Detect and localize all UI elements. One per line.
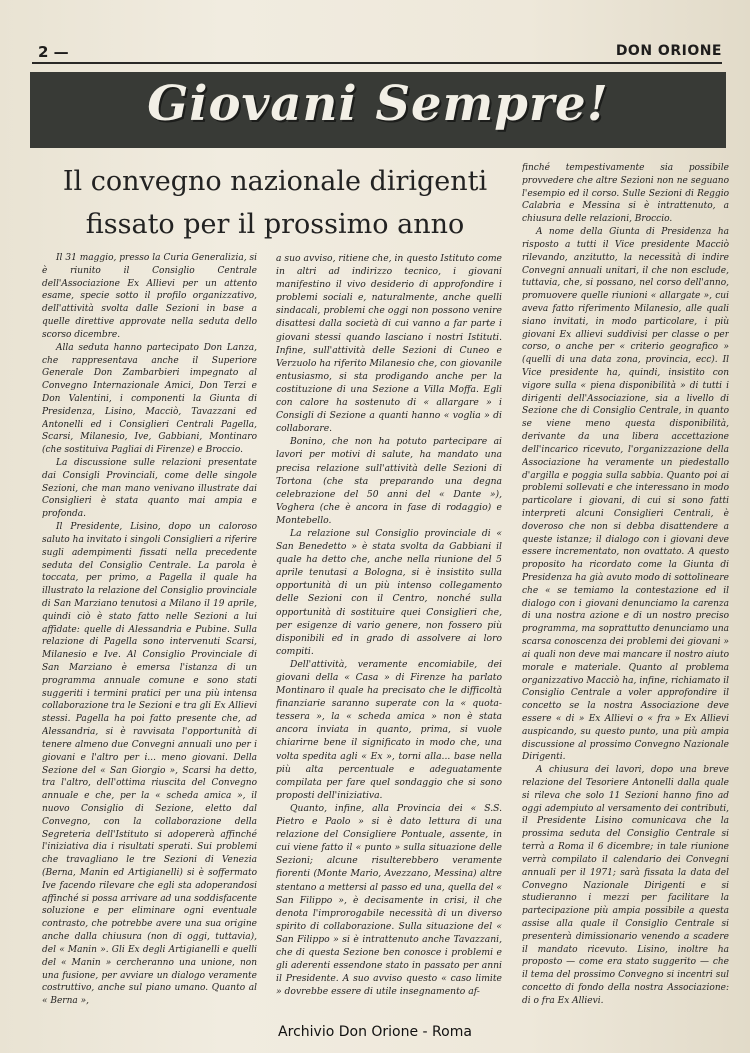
- paragraph: Alla seduta hanno partecipato Don Lanza, che rappresentava anche il Superiore Generale Don Zambarbieri impegnato al Convegno Internazionale Amici, Don Terzi e Don Valentini, i componenti la Giunta di Presidenza, Lisino, Macciò, Tavazzani ed Antonelli ed i Consiglieri Centrali Pagella, Scarsi, Milanesio, Ive, Gabbiani, Montinaro (che sostituiva Pagliai di Firenze) e Broccio.: [42, 342, 257, 456]
- paragraph: La discussione sulle relazioni presentate dai Consigli Provinciali, come delle singole Sezioni, che man mano venivano illustrate dai Consiglieri è stata quanto mai ampia e profonda.: [42, 458, 257, 520]
- banner-title: Giovani Sempre!: [147, 76, 609, 132]
- article-column-2: [276, 252, 502, 1010]
- paragraph: Quanto, infine, alla Provincia dei « S.S. Pietro e Paolo » si è dato lettura di una relazione del Consigliere Pontuale, assente, in cui viene fatto il « punto » sulla situazione delle Sezioni; alcune risulterebbero veramente fiorenti (Monte Mario, Avezzano, Messina) altre stentano a mettersi al passo ed una, quella del « San Filippo », è decisamente in crisi, il che denota l'improrogabile necessità di un diverso spirito di collaborazione. Sulla situazione del « San Filippo » si è intrattenuto anche Tavazzani, che di questa Sezione ben conosce i problemi e gli aderenti essendone stato in passato per anni il Presidente. A suo avviso questo « caso limite » dovrebbe essere di utile insegnamento af-: [276, 802, 502, 998]
- paragraph: Dell'attività, veramente encomiabile, dei giovani della « Casa » di Firenze ha parlato Montinaro il quale ha precisato che le difficoltà finanziarie saranno superate con la « quota-tessera », la « scheda amica » non è stata ancora inviata in quanto, prima, si vuole chiarirne bene il significato in modo che, una volta spedita agli « Ex », torni alla... base nella più alta percentuale e adeguatamente compilata per fare quel sondaggio che si sono proposti dell'iniziativa.: [276, 658, 502, 801]
- paragraph: A nome della Giunta di Presidenza ha risposto a tutti il Vice presidente Macciò rilevando, anzitutto, la necessità di indire Convegni annuali unitari, il che non esclude, tuttavia, che, si possano, nel corso dell'anno, promuovere quelle riunioni « allargate », cui aveva fatto riferimento Milanesio, alle quali siano invitati, in modo particolare, i più giovani Ex allievi suddivisi per classe o per corso, o anche per « criterio geografico » (quelli di una data zona, provincia, ecc). Il Vice presidente ha, quindi, insistito con vigore sulla « piena disponibilità » di tutti i dirigenti dell'Associazione, sia a livello di Sezione che di Consiglio Centrale, in quanto se viene meno questa disponibilità, derivante da una libera accettazione dell'incarico ricevuto, l'organizzazione della Associazione ha veramente un piedestallo d'argilla e poggia sulla sabbia. Quanto poi ai problemi sollevati e che interessano in modo particolare i giovani, di cui si sono fatti interpreti alcuni Consiglieri Centrali, è doveroso che non si debba disattendere a queste istanze; il dialogo con i giovani deve essere incrementato, non ovattato. A questo proposito ha ricordato come la Giunta di Presidenza ha già avuto modo di sottolineare che « se temiamo la contestazione ed il dialogo con i giovani denunciamo la carenza di una nostra azione e di un nostro preciso programma, ma soprattutto denunciamo una scarsa conoscenza dei problemi dei giovani » ai quali non deve mai mancare il nostro aiuto morale e materiale. Quanto al problema organizzativo Macciò ha, infine, richiamato il Consiglio Centrale a voler approfondire il concetto se la nostra Associazione deve essere « di » Ex Allievi o « fra » Ex Allievi auspicando, su questo punto, una più ampia discussione al prossimo Convegno Nazionale Dirigenti.: [522, 227, 729, 763]
- paragraph: La relazione sul Consiglio provinciale di « San Benedetto » è stata svolta da Gabbiani il quale ha detto che, anche nella riunione del 5 aprile tenutasi a Bologna, si è insistito sulla opportunità di un più intenso collegamento delle Sezioni con il Centro, nonché sulla opportunità di sostituire quei Consiglieri che, per esigenze di vario genere, non fossero più disponibili ed in grado di assolvere ai loro compiti.: [276, 527, 502, 657]
- paragraph: Il 31 maggio, presso la Curia Generalizia, si è riunito il Consiglio Centrale dell'Associazione Ex Allievi per un attento esame, specie sotto il profilo organizzativo, dell'attività svolta dalle Sezioni in base a quelle direttive approvate nella seduta dello scorso dicembre.: [42, 253, 257, 340]
- page-number: 2 —: [38, 43, 69, 61]
- paragraph: Il Presidente, Lisino, dopo un caloroso saluto ha invitato i singoli Consiglieri a riferire sugli adempimenti fissati nella precedente seduta del Consiglio Centrale. La parola è toccata, per primo, a Pagella il quale ha illustrato la relazione del Consiglio provinciale di San Marziano tenutosi a Milano il 19 aprile, quindi ciò è stato fatto nelle Sezioni a lui affidate: quelle di Alessandria e Pubine. Sulla relazione di Pagella sono intervenuti Scarsi, Milanesio e Ive. Al Consiglio Provinciale di San Marziano è emersa l'istanza di un programma annuale comune e sono stati suggeriti i termini pratici per una più intensa collaborazione tra le Sezioni e tra gli Ex Allievi stessi. Pagella ha poi fatto presente che, ad Alessandria, si è ravvisata l'opportunità di tenere almeno due Convegni annuali uno per i giovani e l'altro per i... meno giovani. Della Sezione del « San Giorgio », Scarsi ha detto, tra l'altro, dell'ottima riuscita del Convegno annuale e che, per la « scheda amica », il nuovo Consiglio di Sezione, eletto dal Convegno, con la collaborazione della Segreteria dell'Istituto si adopererà affinché l'iniziativa dia i risultati sperati. Sui problemi che travagliano le tre Sezioni di Venezia (Berna, Manin ed Artigianelli) si è soffermato Ive facendo rilevare che egli sta adoperandosi affinché si possa arrivare ad una soddisfacente soluzione e per eliminare ogni eventuale contrasto, che potrebbe avere una sua origine anche dalla chiusura (non di oggi, tuttavia), del « Manin ». Gli Ex degli Artigianelli e quelli del « Manin » cercheranno una unione, non una fusione, per avviare un dialogo veramente costruttivo, anche sul piano umano. Quanto al « Berna »,: [42, 522, 257, 1007]
- paragraph: finché tempestivamente sia possibile provvedere che altre Sezioni non ne seguano l'esempio ed il corso. Sulle Sezioni di Reggio Calabria e Messina si è intrattenuto, a chiusura delle relazioni, Broccio.: [522, 163, 729, 225]
- paragraph: Bonino, che non ha potuto partecipare ai lavori per motivi di salute, ha mandato una precisa relazione sull'attività delle Sezioni di Tortona (che sta preparando una degna celebrazione del 50 anni del « Dante »), Voghera (che è ancora in fase di rodaggio) e Montebello.: [276, 436, 502, 526]
- archive-footer: Archivio Don Orione - Roma: [278, 1024, 472, 1040]
- paragraph: a suo avviso, ritiene che, in questo Istituto come in altri ad indirizzo tecnico, i giovani manifestino il vivo desiderio di approfondire i problemi sociali e, naturalmente, anche quelli sindacali, problemi che oggi non possono venire disattesi dalla società di cui vanno a far parte i giovani stessi quando lasciano i nostri Istituti. Infine, sull'attività delle Sezioni di Cuneo e Verzuolo ha riferito Milanesio che, con giovanile entusiasmo, si sta prodigando anche per la costituzione di una Sezione a Villa Moffa. Egli con calore ha sostenuto di « allargare » i Consigli di Sezione a quanti hanno « voglia » di collaborare.: [276, 253, 502, 435]
- article-headline: [40, 160, 510, 246]
- section-banner: [30, 72, 726, 148]
- headline-line-1: Il convegno nazionale dirigenti: [62, 166, 488, 197]
- paragraph: A chiusura dei lavori, dopo una breve relazione del Tesoriere Antonelli dalla quale si rileva che solo 11 Sezioni hanno fino ad oggi adempiuto al versamento dei contributi, il Presidente Lisino comunicava che la prossima seduta del Consiglio Centrale si terrà a Roma il 6 dicembre; in tale riunione verrà compilato il calendario dei Convegni annuali per il 1971; sarà fissata la data del Convegno Nazionale Dirigenti e si studieranno i mezzi per facilitare la partecipazione più ampia possibile a questa assise alla quale il Consiglio Centrale si presenterà dimissionario venendo a scadere il mandato ricevuto. Lisino, inoltre ha proposto — come era stato suggerito — che il tema del prossimo Convegno si incentri sul concetto di fondo della nostra Associazione: di o fra Ex Allievi.: [522, 765, 729, 1006]
- article-column-1: [42, 252, 257, 1010]
- page-header: [32, 40, 722, 64]
- article-column-3: [522, 162, 729, 1010]
- headline-line-2: fissato per il prossimo anno: [85, 209, 465, 240]
- journal-title: DON ORIONE: [615, 43, 722, 59]
